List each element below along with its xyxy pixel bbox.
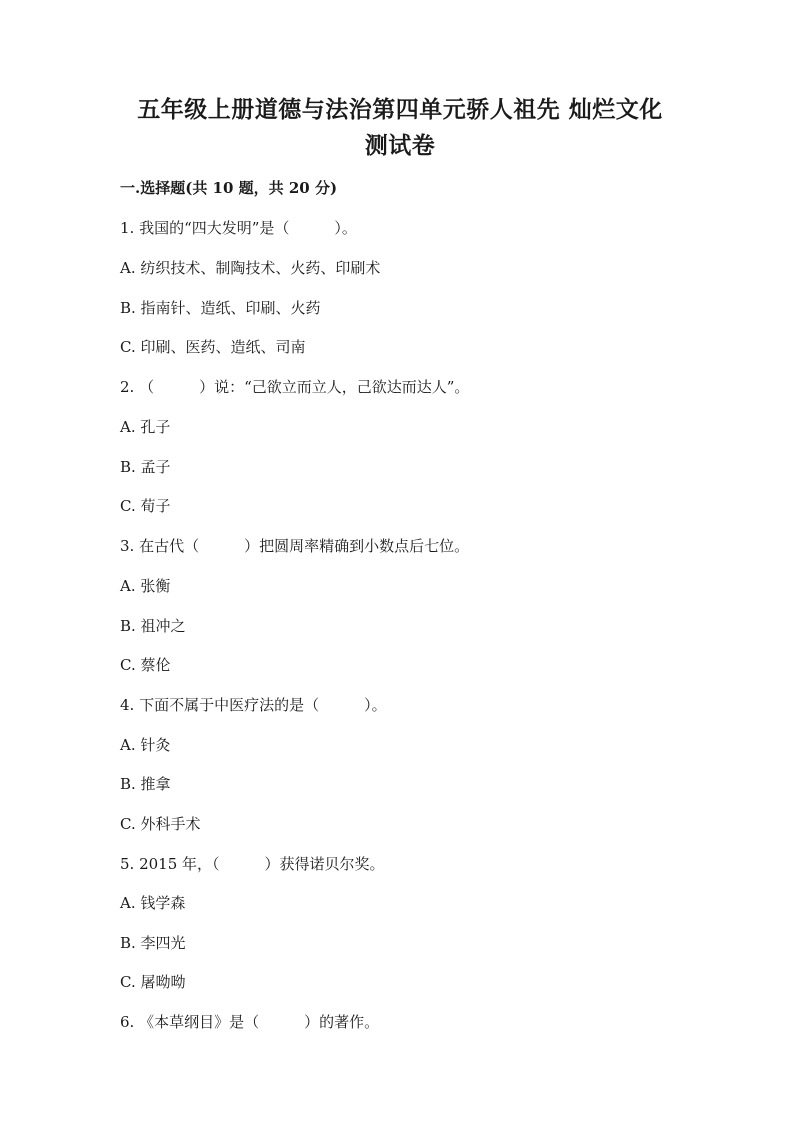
question-4-option-c: C. 外科手术: [120, 815, 201, 833]
question-1-option-c: C. 印刷、医药、造纸、司南: [120, 338, 306, 356]
question-2-stem: 2. （ ）说：“己欲立而立人，己欲达而达人”。: [120, 378, 470, 396]
question-5-option-c: C. 屠呦呦: [120, 973, 186, 991]
question-3-option-c: C. 蔡伦: [120, 656, 171, 674]
question-5-stem: 5. 2015 年，（ ）获得诺贝尔奖。: [120, 855, 385, 873]
exam-title-line-1: 五年级上册道德与法治第四单元骄人祖先 灿烂文化: [137, 96, 663, 123]
question-2-option-c: C. 荀子: [120, 497, 171, 515]
question-1-stem: 1. 我国的“四大发明”是（ ）。: [120, 219, 357, 237]
question-4-stem: 4. 下面不属于中医疗法的是（ ）。: [120, 696, 387, 714]
question-2-option-a: A. 孔子: [120, 418, 171, 436]
question-1-option-a: A. 纺织技术、制陶技术、火药、印刷术: [120, 259, 381, 277]
question-2-option-b: B. 孟子: [120, 458, 171, 476]
question-5-option-b: B. 李四光: [120, 934, 186, 952]
question-3-option-b: B. 祖冲之: [120, 617, 186, 635]
question-5-option-a: A. 钱学森: [120, 894, 186, 912]
question-3-option-a: A. 张衡: [120, 577, 171, 595]
exam-title-line-2: 测试卷: [364, 132, 436, 159]
question-4-option-b: B. 推拿: [120, 775, 171, 793]
section-heading: 一.选择题(共 10 题，共 20 分): [120, 179, 338, 197]
question-6-stem: 6. 《本草纲目》是（ ）的著作。: [120, 1013, 380, 1031]
question-4-option-a: A. 针灸: [120, 736, 171, 754]
question-3-stem: 3. 在古代（ ）把圆周率精确到小数点后七位。: [120, 537, 470, 555]
question-1-option-b: B. 指南针、造纸、印刷、火药: [120, 299, 321, 317]
